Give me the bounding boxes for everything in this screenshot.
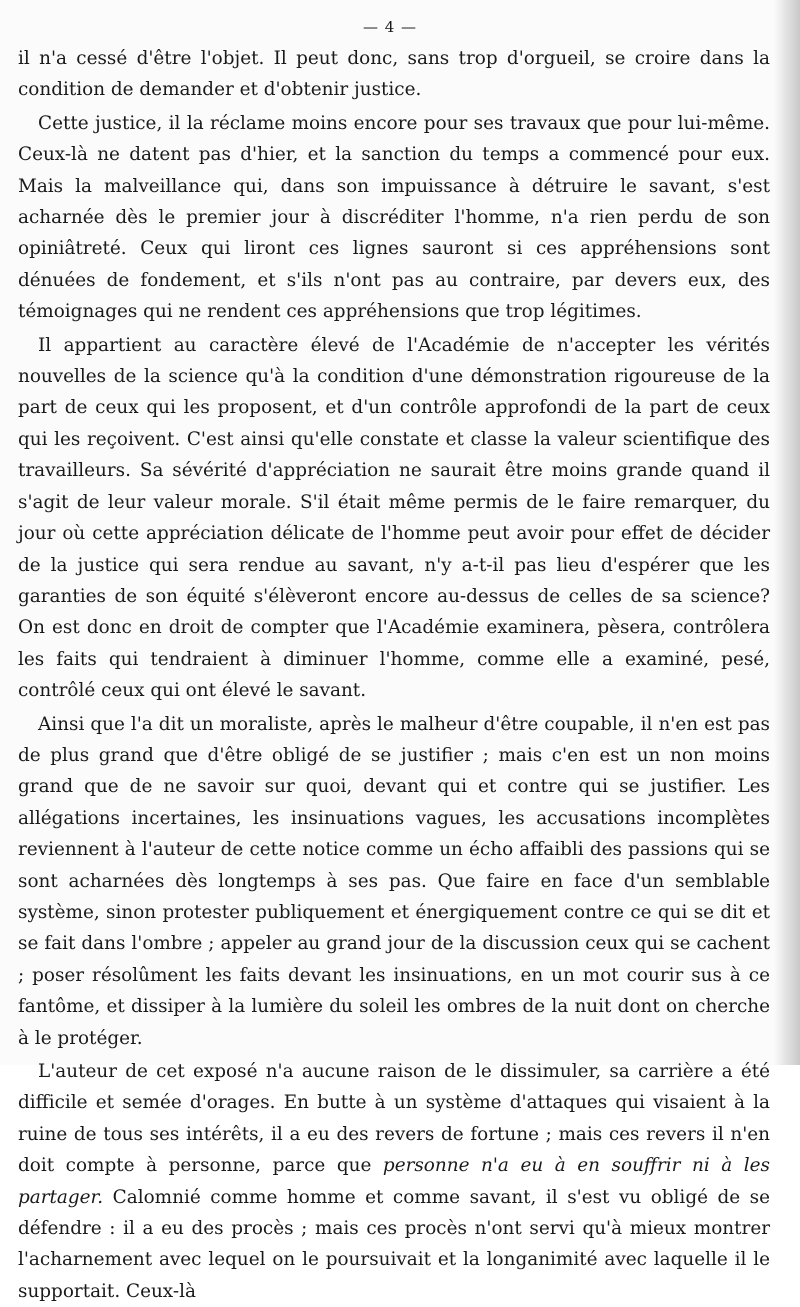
paragraph-4: Ainsi que l'a dit un moraliste, après le malheur d'être coupable, il n'en est pas de plus grand que d'être obligé de se justifier ; mais c'en est un non moins grand que de ne savoir sur quoi, devant qui et contre qui se justifier. Les allégations incertaines, les insinuations vagues, les accusations incomplètes reviennent à l'auteur de cette notice comme un écho affaibli des passions qui se sont acharnées dès longtemps à ses pas. Que faire en face d'un semblable système, sinon protester publiquement et énergiquement contre ce qui se dit et se fait dans l'ombre ; appeler au grand jour de la discussion ceux qui se cachent ; poser résolûment les faits devant les insinuations, en un mot courir sus à ce fantôme, et dissiper à la lumière du soleil les ombres de la nuit dont on cherche à le protéger. [18,713,770,1049]
paragraph-2: Cette justice, il la réclame moins encore pour ses travaux que pour lui-même. Ceux-là ne datent pas d'hier, et la sanction du temps a commencé pour eux. Mais la malveillance qui, dans son impuissance à détruire le savant, s'est acharnée dès le premier jour à discréditer l'homme, n'a rien perdu de son opiniâtreté. Ceux qui liront ces lignes sauront si ces appréhensions sont dénuées de fondement, et s'ils n'ont pas au contraire, par devers eux, des témoignages qui ne rendent ces appréhensions que trop légitimes. [18,112,770,323]
page-number: — 4 — [362,18,418,36]
body-text [18,43,770,1307]
paragraph-5-text-end: Calomnié comme homme et comme savant, il s'est vu obligé de se défendre : il a eu des procès ; mais ces procès n'ont servi qu'à mieux montrer l'acharnement avec lequel on le poursuivait et la longanimité avec laquelle il le supportait. Ceux-là [18,1186,770,1302]
paragraph-5-text-start: L'auteur de cet exposé n'a aucune raison de le dissimuler, sa carrière a été difficile et semée d'orages. En butte à un système d'attaques qui visaient à la ruine de tous ses intérêts, il a eu des revers de fortune ; mais ces revers il n'en doit compte à personne, parce que [18,1061,770,1177]
paragraph-5 [18,1056,770,1307]
paragraph-1: il n'a cessé d'être l'objet. Il peut donc, sans trop d'orgueil, se croire dans la condition de demander et d'obtenir justice. [18,48,770,101]
paragraph-5-italic-text: personne n'a eu à en souffrir ni à les partager. [18,1155,770,1208]
paragraph-3: Il appartient au caractère élevé de l'Académie de n'accepter les vérités nouvelles de la science qu'à la condition d'une démonstration rigoureuse de la part de ceux qui les proposent, et d'un contrôle approfondi de la part de ceux qui les reçoivent. C'est ainsi qu'elle constate et classe la valeur scientifique des travailleurs. Sa sévérité d'appréciation ne saurait être moins grande quand il s'agit de leur valeur morale. S'il était même permis de le faire remarquer, du jour où cette appréciation délicate de l'homme peut avoir pour effet de décider de la justice qui sera rendue au savant, n'y a-t-il pas lieu d'espérer que les garanties de son équité s'élèveront encore au-dessus de celles de sa science? On est donc en droit de compter que l'Académie examinera, pèsera, contrôlera les faits qui tendraient à diminuer l'homme, comme elle a examiné, pesé, contrôlé ceux qui ont élevé le savant. [18,334,770,702]
page-edge-shadow [774,0,800,1065]
